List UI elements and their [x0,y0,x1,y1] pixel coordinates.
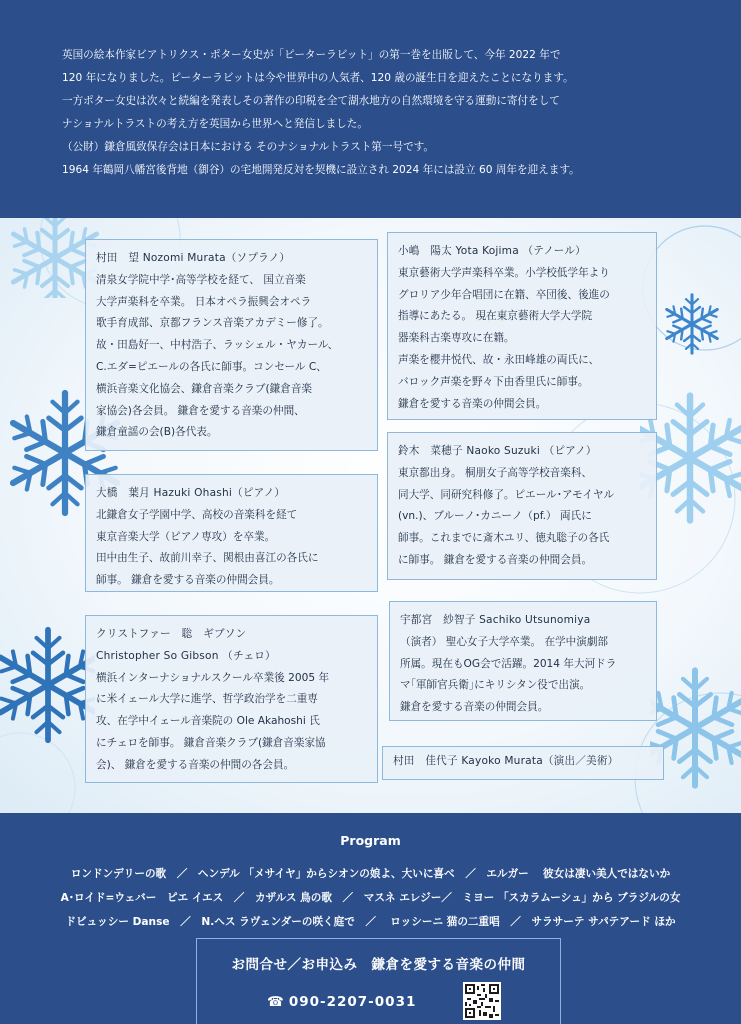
performers-section [0,218,741,813]
profile-line: 鎌倉を愛する音楽の仲間会員。 [400,701,549,714]
profile-line: に米イェール大学に進学、哲学政治学を二重専 [96,693,318,706]
intro-line: （公財）鎌倉風致保存会は日本における そのナショナルトラスト第一号です。 [62,141,435,153]
profile-line: 横浜インターナショナルスクール卒業後 2005 年 [96,671,330,684]
profile-line: 大学声楽科を卒業。 日本オペラ振興会オペラ [96,295,312,308]
profile-line: C.エダ=ピエールの各氏に師事。コンセール C、 [96,360,327,373]
profile-line: 師事。これまでに斎木ユリ、徳丸聡子の各氏 [398,532,610,545]
intro-line: ナショナルトラストの考え方を英国から世界へと発信しました。 [62,118,368,130]
telephone-icon: ☎ [267,994,285,1010]
intro-text [62,44,722,182]
performer-name: 小嶋 陽太 Yota Kojima （テノール） [398,245,586,257]
profile-naoko-suzuki [387,432,657,580]
snowflake-icon [654,286,730,362]
performer-name: 宇都宮 紗智子 Sachiko Utsunomiya [400,614,591,626]
qr-code-icon[interactable] [463,982,501,1020]
profile-line: マ｢軍師官兵衛｣にキリシタン役で出演。 [400,679,591,692]
profile-line: 同大学、同研究科修了。ピエール･アモイヤル [398,488,615,501]
profile-yota-kojima [387,232,657,420]
contact-box [196,938,561,1024]
profile-line: 歌手育成部、京都フランス音楽アカデミー修了。 [96,317,329,330]
performer-name: 鈴木 菜穂子 Naoko Suzuki （ピアノ） [398,445,597,457]
intro-line: 1964 年鶴岡八幡宮後背地（御谷）の宅地開発反対を契機に設立され 2024 年には設立 60 周年を迎えます。 [62,164,580,176]
program-line: A･ロイド=ウェバー ピエ イエス ／ カザルス 鳥の歌 ／ マスネ エレジー／ ミヨー 「スカラムーシュ」から ブラジルの女 [60,892,681,904]
profile-line: に師事。 鎌倉を愛する音楽の仲間会員。 [398,553,593,566]
performer-name: 村田 佳代子 Kayoko Murata（演出／美術） [393,755,619,767]
intro-line: 一方ポター女史は次々と続編を発表しその著作の印税を全て湖水地方の自然環境を守る運動に寄付をして [62,95,560,107]
profile-christopher-gibson [85,615,378,783]
intro-line: 英国の絵本作家ビアトリクス・ポター女史が「ピーターラビット」の第一巻を出版して、今年 2022 年で [62,49,561,61]
profile-line: 鎌倉を愛する音楽の仲間会員。 [398,397,547,410]
program-title: Program [340,833,401,848]
profile-line: 器楽科古楽専攻に在籍。 [398,332,515,345]
profile-line: 会)、 鎌倉を愛する音楽の仲間の各会員。 [96,758,295,771]
snowflake-icon [0,618,95,753]
performer-name: クリストファー 聡 ギブソン [96,628,247,640]
profile-line: 所属。現在もOG会で活躍。2014 年大河ドラ [400,657,617,670]
profile-line: 声楽を櫻井悦代、故・永田峰雄の両氏に、 [398,353,600,366]
performer-name-en: Christopher So Gibson （チェロ） [96,649,276,662]
profile-line: (vn.)、ブルーノ･カニーノ（pf.） 両氏に [398,510,592,523]
performer-name: 大橋 葉月 Hazuki Ohashi（ピアノ） [96,487,286,499]
phone-number: 090-2207-0031 [288,994,417,1010]
program-line: ロンドンデリーの歌 ／ ヘンデル 「メサイヤ」からシオンの娘よ、大いに喜べ ／ エルガー 彼女は凄い美人ではないか [70,868,671,880]
profile-line: 東京都出身。 桐朋女子高等学校音楽科、 [398,466,593,479]
profile-line: 清泉女学院中学･高等学校を経て、 国立音楽 [96,273,306,286]
profile-line: 指導にあたる。 現在東京藝術大学大学院 [398,310,593,323]
profile-line: 師事。 鎌倉を愛する音楽の仲間会員。 [96,574,280,587]
profile-line: グロリア少年合唱団に在籍、卒団後、後進の [398,288,610,301]
profile-hazuki-ohashi [85,474,378,592]
profile-line: （演者） 聖心女子大学卒業。 在学中演劇部 [400,635,609,648]
performer-name: 村田 望 Nozomi Murata（ソプラノ） [96,252,291,264]
contact-title: お問合せ／お申込み 鎌倉を愛する音楽の仲間 [231,957,526,973]
phone-number-row[interactable] [267,994,416,1010]
profile-line: 北鎌倉女子学園中学、高校の音楽科を経て [96,508,298,521]
profile-line: 東京藝術大学声楽科卒業。小学校低学年より [398,266,610,279]
profile-line: 鎌倉童謡の会(B)各代表。 [96,426,218,439]
profile-line: 横浜音楽文化協会、鎌倉音楽クラブ(鎌倉音楽 [96,382,313,395]
profile-line: 東京音楽大学（ピアノ専攻）を卒業。 [96,530,276,543]
profile-line: 攻、在学中イェール音楽院の Ole Akahoshi 氏 [96,715,320,728]
profile-sachiko-utsunomiya [389,601,657,721]
profile-line: バロック声楽を野々下由香里氏に師事。 [398,375,589,388]
profile-line: にチェロを師事。 鎌倉音楽クラブ(鎌倉音楽家協 [96,736,326,749]
profile-kayoko-murata [382,746,664,780]
intro-line: 120 年になりました。ピーターラビットは今や世界中の人気者、120 歳の誕生日を迎えたことになります。 [62,72,574,84]
profile-line: 家協会)各会員。 鎌倉を愛する音楽の仲間、 [96,404,305,417]
program-line: ドビュッシー Danse ／ N.ヘス ラヴェンダーの咲く庭で ／ ロッシーニ 猫の二重唱 ／ サラサーテ サパテアード ほか [65,916,676,928]
profile-line: 田中由生子、故前川幸子、関根由喜江の各氏に [96,552,319,565]
profile-line: 故・田島好一、中村浩子、ラッシェル・ヤカール、 [96,339,339,352]
intro-section [0,0,741,218]
profile-nozomi-murata [85,239,378,451]
program-section [0,813,741,1024]
